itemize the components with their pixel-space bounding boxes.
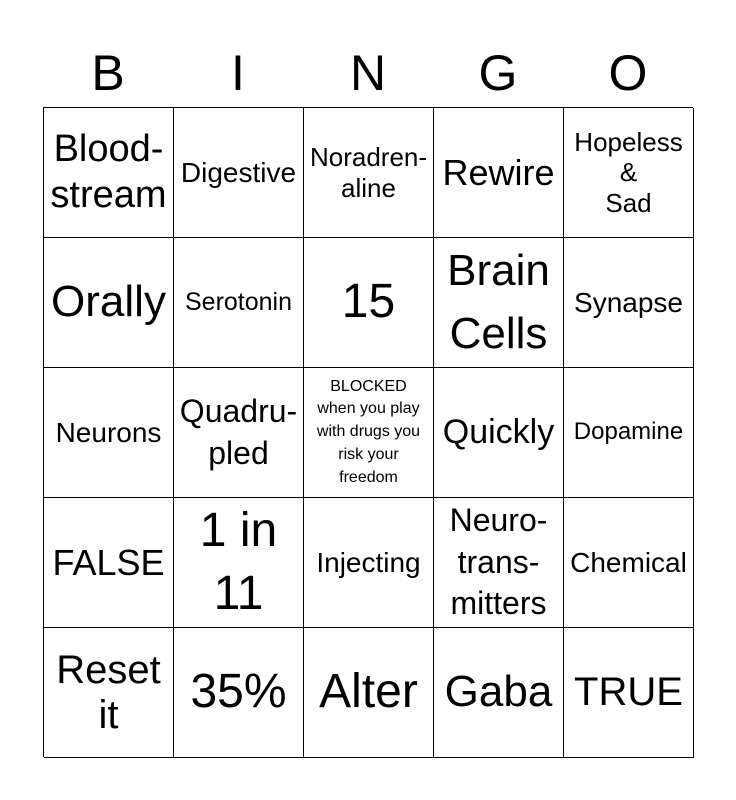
bingo-cell-r2-c3[interactable]	[304, 238, 434, 368]
cell-text: TRUE	[574, 670, 683, 715]
cell-text: Blood- stream	[50, 127, 167, 216]
cell-text: BLOCKED when you play with drugs you risk your freedom	[316, 377, 421, 486]
cell-text: Synapse	[574, 287, 683, 318]
cell-text: FALSE	[52, 541, 165, 583]
cell-text: Noradren- aline	[309, 142, 428, 203]
header-letter-n: N	[349, 45, 387, 101]
cell-text: Brain Cells	[447, 246, 550, 358]
bingo-cell-r1-c4[interactable]	[434, 108, 564, 238]
bingo-cell-r5-c4[interactable]	[434, 628, 564, 758]
bingo-cell-r2-c1[interactable]	[44, 238, 174, 368]
header-letter-g: G	[478, 45, 518, 101]
bingo-cell-r5-c2[interactable]	[174, 628, 304, 758]
bingo-cell-r2-c4[interactable]	[434, 238, 564, 368]
cell-text: Reset it	[56, 647, 161, 737]
header-letter-o: O	[608, 45, 648, 101]
cell-text: Neurons	[55, 417, 162, 448]
bingo-header	[43, 40, 693, 106]
cell-text: 15	[341, 275, 396, 329]
bingo-cell-r4-c4[interactable]	[434, 498, 564, 628]
bingo-cell-r5-c1[interactable]	[44, 628, 174, 758]
cell-text: Hopeless & Sad	[574, 126, 683, 218]
bingo-cell-r4-c3[interactable]	[304, 498, 434, 628]
cell-text: Quadru- pled	[179, 392, 298, 471]
bingo-cell-r4-c1[interactable]	[44, 498, 174, 628]
bingo-cell-r3-c5[interactable]	[564, 368, 694, 498]
cell-text: Orally	[51, 277, 166, 327]
cell-text: 35%	[190, 665, 287, 719]
cell-text: Dopamine	[573, 418, 684, 446]
cell-text: Gaba	[444, 667, 553, 717]
bingo-cell-r5-c3[interactable]	[304, 628, 434, 758]
header-letter-i: I	[231, 45, 245, 101]
bingo-cell-r4-c2[interactable]	[174, 498, 304, 628]
cell-text: Serotonin	[184, 288, 293, 316]
cell-text: Rewire	[442, 151, 555, 193]
cell-text: Alter	[319, 665, 418, 719]
bingo-board	[43, 107, 693, 757]
cell-text: Digestive	[180, 157, 297, 188]
bingo-cell-r1-c2[interactable]	[174, 108, 304, 238]
cell-text: Neuro- trans- mitters	[449, 502, 548, 622]
bingo-cell-r1-c3[interactable]	[304, 108, 434, 238]
bingo-cell-r3-c4[interactable]	[434, 368, 564, 498]
cell-text: Chemical	[570, 547, 687, 578]
bingo-cell-r4-c5[interactable]	[564, 498, 694, 628]
bingo-cell-r1-c1[interactable]	[44, 108, 174, 238]
cell-text: 1 in 11	[199, 504, 278, 620]
header-letter-b: B	[91, 45, 125, 101]
cell-text: Injecting	[316, 547, 421, 578]
bingo-cell-r3-c2[interactable]	[174, 368, 304, 498]
bingo-cell-r3-c1[interactable]	[44, 368, 174, 498]
bingo-cell-r2-c2[interactable]	[174, 238, 304, 368]
bingo-cell-r3-c3[interactable]	[304, 368, 434, 498]
bingo-cell-r2-c5[interactable]	[564, 238, 694, 368]
bingo-cell-r5-c5[interactable]	[564, 628, 694, 758]
bingo-cell-r1-c5[interactable]	[564, 108, 694, 238]
cell-text: Quickly	[442, 412, 555, 451]
